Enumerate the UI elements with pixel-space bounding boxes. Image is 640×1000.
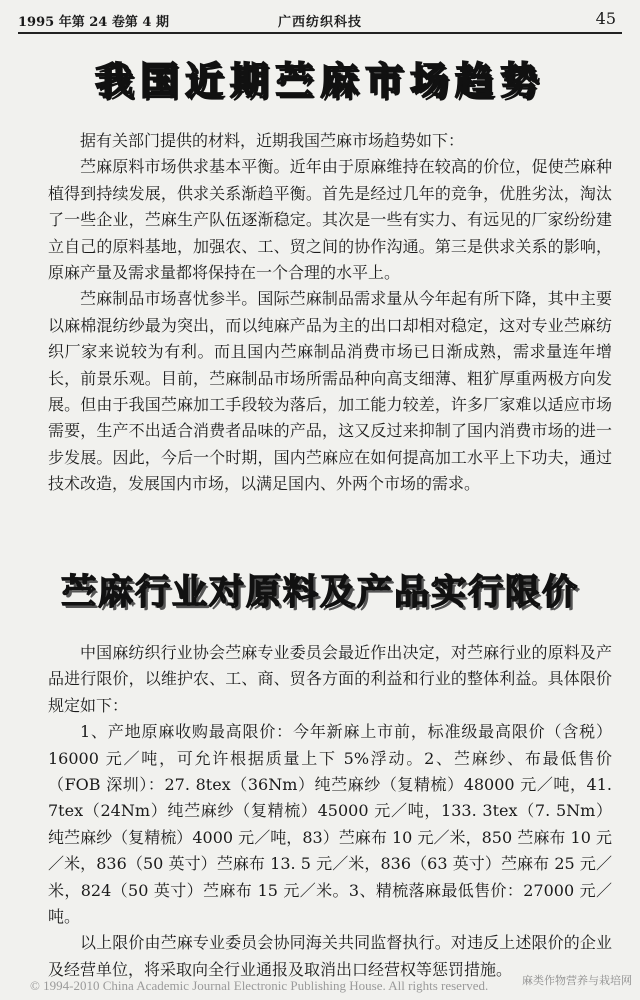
article2-title: 苎麻行业对原料及产品实行限价: [60, 573, 579, 613]
journal-name: 广西纺织科技: [277, 15, 362, 30]
article1-paragraph: 苎麻制品市场喜忧参半。国际苎麻制品需求量从今年起有所下降，其中主要以麻棉混纺纱最为突出，而以纯麻产品为主的出口却相对稳定，这对专业苎麻纺织厂家来说较为有利。而且国内苎麻制品消费市场已日渐成熟，需求量连年增长，前景乐观。目前，苎麻制品市场所需品种向高支细薄、粗犷厚重两极方向发展。但由于我国苎麻加工手段较为落后，加工能力较差，许多厂家难以适应市场需要，生产不出适合消费者品味的产品，这又反过来抑制了国内消费市场的进一步发展。因此，今后一个时期，国内苎麻应在如何提高加工水平上下功夫，通过技术改造，发展国内市场，以满足国内、外两个市场的需求。: [48, 289, 612, 494]
site-watermark: 麻类作物营养与栽培网: [522, 974, 632, 987]
page-number: 45: [595, 9, 616, 28]
copyright-notice: © 1994-2010 China Academic Journal Electronic Publishing House. All rights reserved.: [30, 978, 489, 993]
article2-paragraph: 以上限价由苎麻专业委员会协同海关共同监督执行。对违反上述限价的企业及经营单位，将采取向全行业通报及取消出口经营权等惩罚措施。: [48, 933, 612, 979]
article1-body: [48, 128, 612, 498]
article1-title: 我国近期苎麻市场趋势: [94, 59, 545, 103]
article2-body: [48, 640, 612, 983]
page-header: [18, 8, 622, 34]
article1-paragraph: 苎麻原料市场供求基本平衡。近年由于原麻维持在较高的价位，促使苎麻种植得到持续发展，供求关系渐趋平衡。首先是经过几年的竞争，优胜劣汰，淘汰了一些企业，苎麻生产队伍逐渐稳定。其次是一些有实力、有远见的厂家纷纷建立自己的原料基地，加强农、工、贸之间的协作沟通。第三是供求关系的影响，原麻产量及需求量都将保持在一个合理的水平上。: [48, 157, 612, 283]
page-footer: [0, 972, 640, 1000]
issue-info: 1995 年第 24 卷第 4 期: [18, 15, 169, 30]
article1-paragraph: 据有关部门提供的材料，近期我国苎麻市场趋势如下：: [80, 131, 465, 150]
article2-paragraph: 中国麻纺织行业协会苎麻专业委员会最近作出决定，对苎麻行业的原料及产品进行限价，以维护农、工、商、贸各方面的利益和行业的整体利益。具体限价规定如下：: [48, 643, 612, 715]
article2-paragraph: 1、产地原麻收购最高限价：今年新麻上市前，标准级最高限价（含税）16000 元／吨，可允许根据质量上下 5%浮动。2、苎麻纱、布最低售价（FOB 深圳）：27. 8tex（36Nm）纯苎麻纱（复精梳）48000 元／吨，41. 7tex（24Nm）纯苎麻纱（复精梳）45000 元／吨，133. 3tex（7. 5Nm）纯苎麻纱（复精梳）4000 元／吨，83）苎麻布 10 元／米，850 苎麻布 10 元／米，836（50 英寸）苎麻布 13. 5 元／米，836（63 英寸）苎麻布 25 元／米，824（50 英寸）苎麻布 15 元／米。3、精梳落麻最低售价：27000 元／吨。: [48, 722, 612, 927]
